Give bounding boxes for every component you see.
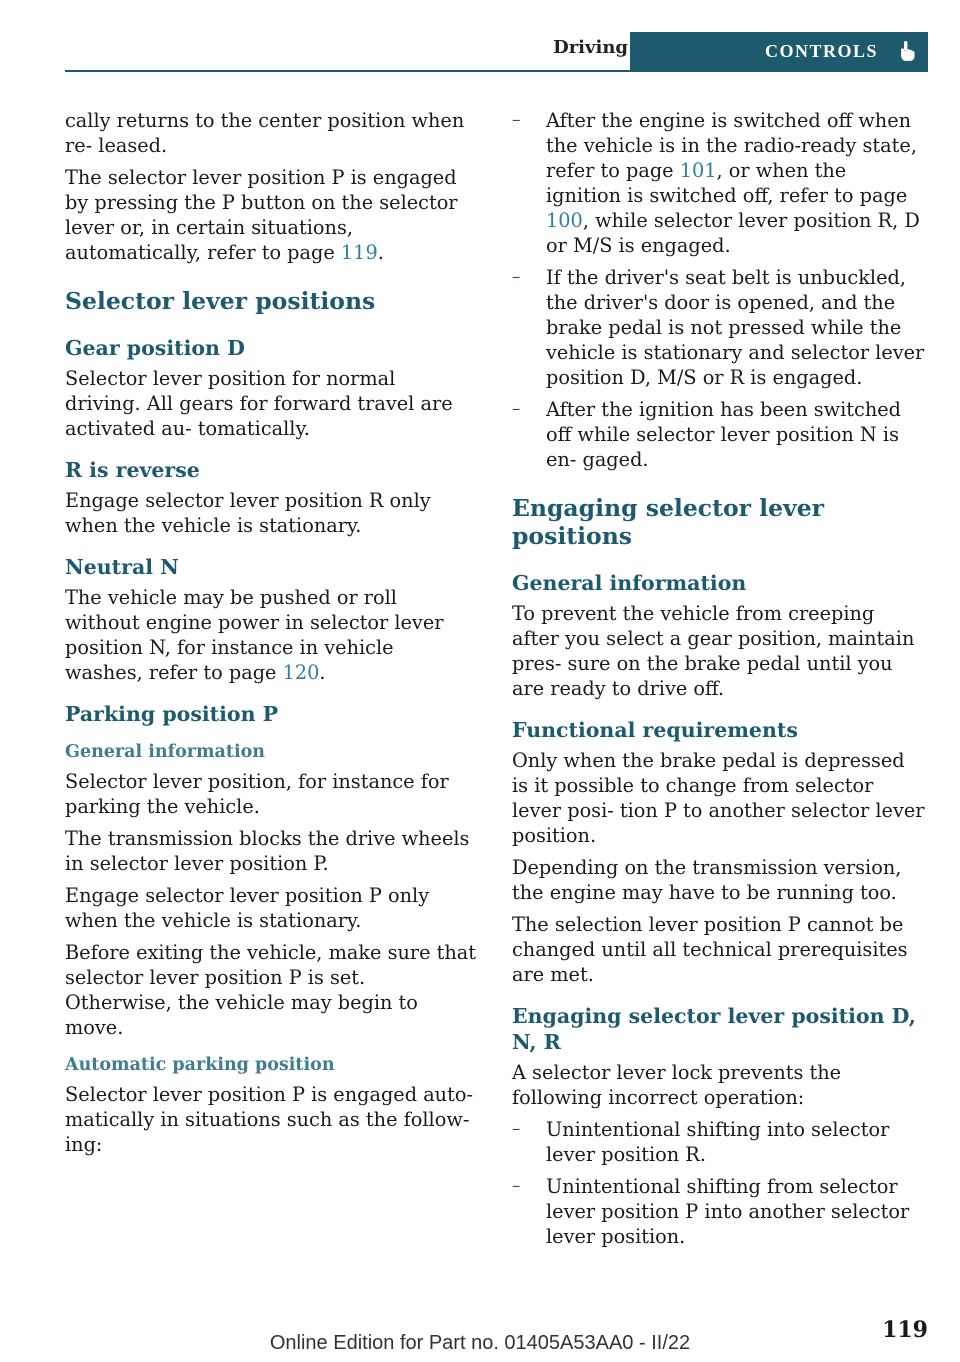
paragraph: Before exiting the vehicle, make sure that selector lever position P is set. Otherwise, the vehicle may begin to move. <box>65 941 477 1039</box>
header-rule <box>65 70 928 72</box>
list-item: – Unintentional shifting from selector lever position P into another selector lever position. <box>512 1174 926 1249</box>
paragraph: The selection lever position P cannot be changed until all technical prerequisites are met. <box>512 913 908 986</box>
hand-pointer-icon <box>898 40 916 62</box>
footer-edition-note: Online Edition for Part no. 01405A53AA0 - II/22 <box>269 1332 691 1354</box>
text: , while selector lever position R, D or M/S is engaged. <box>546 209 920 257</box>
paragraph: To prevent the vehicle from creeping after you select a gear position, maintain pres‐ sure on the brake pedal until you are ready to drive off. <box>512 602 915 700</box>
heading-functional-requirements: Functional requirements <box>512 718 798 742</box>
page-link-100[interactable]: 100 <box>546 209 583 232</box>
selector-lock-list <box>512 1117 926 1249</box>
paragraph: Depending on the transmission version, the engine may have to be running too. <box>512 856 902 904</box>
page-number: 119 <box>882 1317 928 1343</box>
paragraph <box>65 165 477 265</box>
paragraph: Only when the brake pedal is depressed is it possible to change from selector lever posi‐ tion P to another selector lever position. <box>512 749 925 847</box>
list-item: – If the driver's seat belt is unbuckled, the driver's door is opened, and the brake pedal is not pressed while the vehicle is stationary and selector lever position D, M/S or R is engaged. <box>512 265 926 390</box>
subheading-automatic-parking-position: Automatic parking position <box>65 1055 335 1075</box>
subheading-general-information: General information <box>65 742 266 762</box>
paragraph: Selector lever position for normal driving. All gears for forward travel are activated au‐ tomatically. <box>65 367 453 440</box>
page-link-120[interactable]: 120 <box>282 661 320 684</box>
text: The vehicle may be pushed or roll without engine power in selector lever position N, for instance in vehicle washes, refer to page <box>65 586 444 684</box>
page-link-119[interactable]: 119 <box>340 241 378 264</box>
list-item <box>512 108 926 258</box>
header-chapter-label: CONTROLS <box>764 41 878 61</box>
heading-engaging-d-n-r: Engaging selector lever position D, N, R <box>512 1004 916 1054</box>
heading-r-is-reverse: R is reverse <box>65 458 200 482</box>
right-column <box>512 108 926 1256</box>
text: . <box>377 241 384 264</box>
paragraph: Selector lever position, for instance for parking the vehicle. <box>65 770 449 818</box>
paragraph: cally returns to the center position when re‐ leased. <box>65 109 465 157</box>
left-column <box>65 108 477 1164</box>
header-section-title: Driving <box>553 37 628 58</box>
list-item: – After the ignition has been switched off while selector lever position N is en‐ gaged. <box>512 397 926 472</box>
text: The selector lever position P is engaged by pressing the P button on the selector lever or, in certain situations, automatically, refer to page <box>65 166 458 264</box>
heading-gear-position-d: Gear position D <box>65 336 245 360</box>
heading-parking-position-p: Parking position P <box>65 702 279 726</box>
paragraph: The transmission blocks the drive wheels in selector lever position P. <box>65 827 470 875</box>
paragraph: Selector lever position P is engaged auto‐ matically in situations such as the follow‐ ing: <box>65 1083 473 1156</box>
text: After the engine is switched off when the vehicle is in the radio-ready state, refer to page <box>546 109 917 182</box>
list-item: – Unintentional shifting into selector lever position R. <box>512 1117 926 1167</box>
heading-selector-lever-positions: Selector lever positions <box>65 287 376 315</box>
text: , or when the ignition is switched off, refer to page <box>546 159 908 207</box>
paragraph: A selector lever lock prevents the following incorrect operation: <box>512 1061 842 1109</box>
paragraph <box>65 585 477 685</box>
header-chapter-tab <box>630 32 928 70</box>
auto-park-conditions-list <box>512 108 926 472</box>
text: . <box>319 661 326 684</box>
paragraph: Engage selector lever position P only when the vehicle is stationary. <box>65 884 430 932</box>
page-header <box>65 32 928 72</box>
paragraph: Engage selector lever position R only when the vehicle is stationary. <box>65 489 431 537</box>
heading-general-information: General information <box>512 571 747 595</box>
heading-engaging-selector-lever-positions: Engaging selector lever positions <box>512 494 825 550</box>
page-link-101[interactable]: 101 <box>679 159 717 182</box>
heading-neutral-n: Neutral N <box>65 555 179 579</box>
